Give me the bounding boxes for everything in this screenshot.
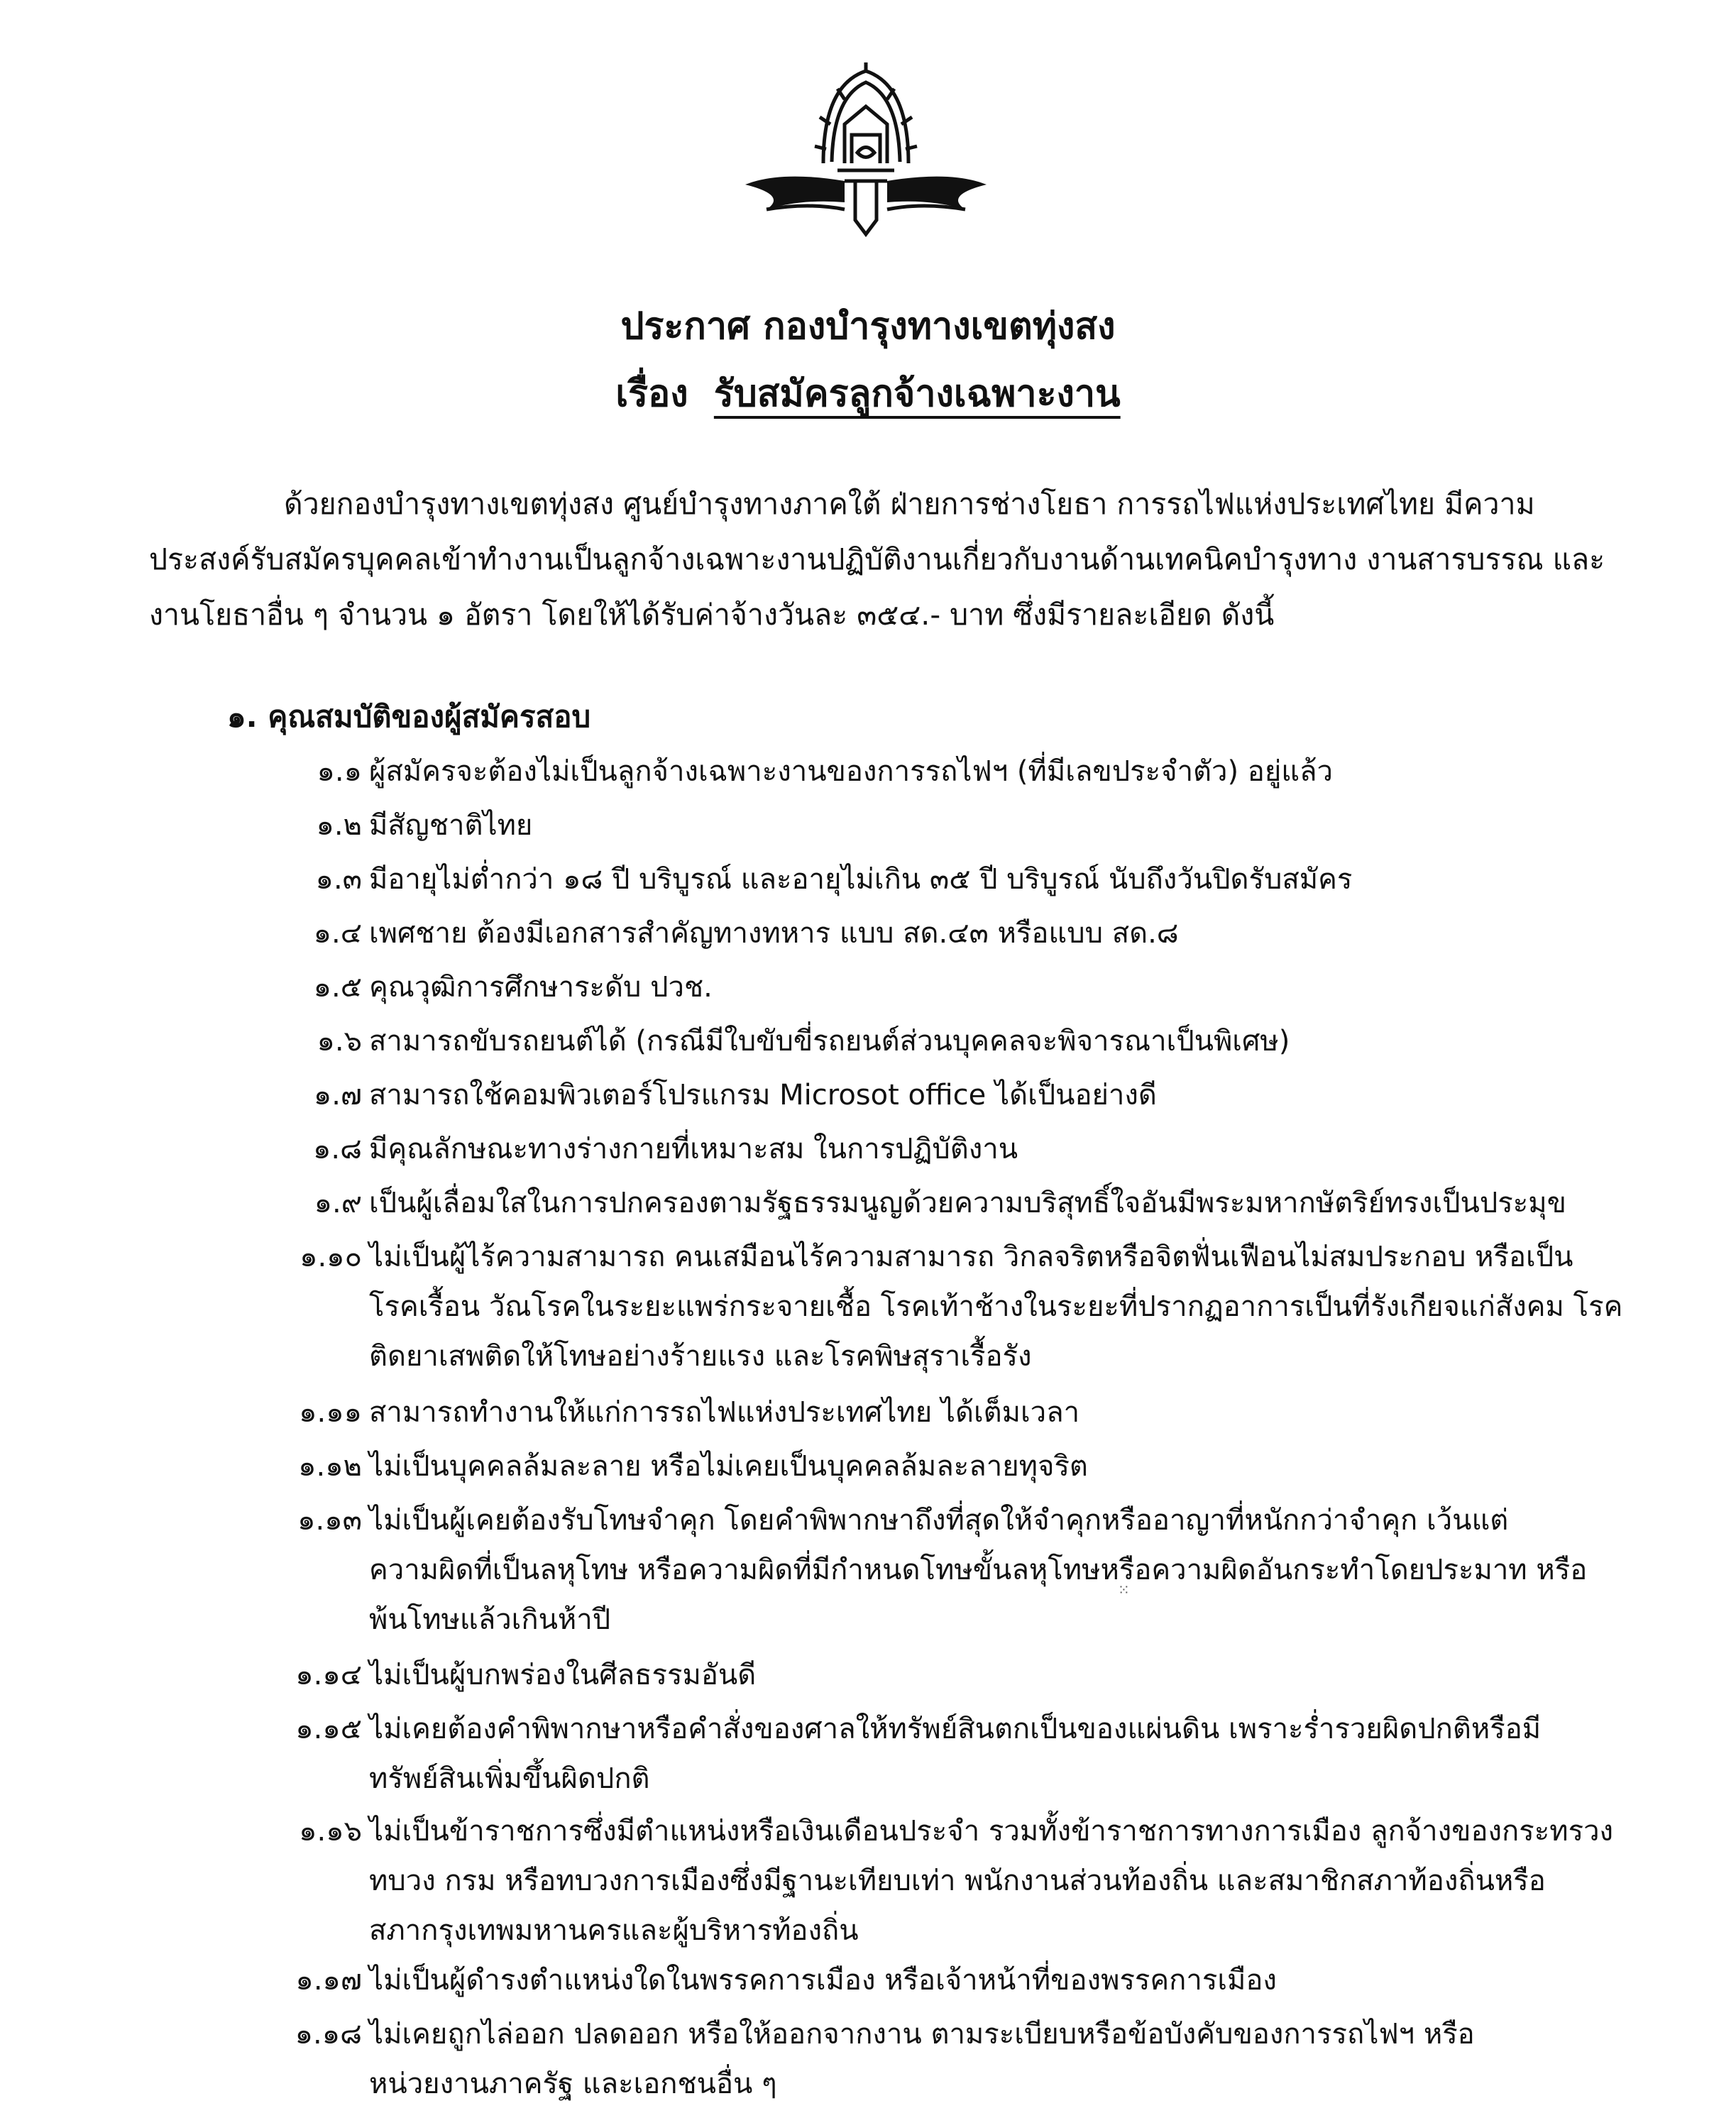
qualification-number: ๑.๔ [313,917,362,950]
announcement-subject-line [0,369,1736,419]
qualification-text-line: คุณวุฒิการศึกษาระดับ ปวช. [369,971,713,1004]
qualification-text [369,909,1689,958]
qualification-text-line: เพศชาย ต้องมีเอกสารสำคัญทางทหาร แบบ สด.๔๓ หรือแบบ สด.๘ [369,917,1179,950]
qualification-text [369,1178,1689,1228]
qualification-text-line: ไม่เป็นผู้บกพร่องในศีลธรรมอันดี [369,1659,757,1691]
scan-speck: ⁙ [1118,1581,1130,1598]
qualification-text-line: ทบวง กรม หรือทบวงการเมืองซึ่งมีฐานะเทียบเท่า พนักงานส่วนท้องถิ่น และสมาชิกสภาท้องถิ่นหรือ [369,1865,1546,1897]
qualification-number: ๑.๑๒ [298,1450,362,1483]
qualification-text [369,1232,1689,1381]
qualification-text [369,1070,1689,1120]
qualification-number: ๑.๗ [313,1079,362,1112]
qualification-text [369,2009,1689,2109]
qualification-text-line: พ้นโทษแล้วเกินห้าปี [369,1603,611,1636]
qualification-text-line: มีคุณลักษณะทางร่างกายที่เหมาะสม ในการปฏิบัติงาน [369,1133,1018,1165]
intro-line-3: งานโยธาอื่น ๆ จำนวน ๑ อัตรา โดยให้ได้รับค่าจ้างวันละ ๓๕๔.- บาท ซึ่งมีรายละเอียด ดังนี้ [149,598,1275,632]
qualification-text-line: ทรัพย์สินเพิ่มขึ้นผิดปกติ [369,1762,650,1795]
qualification-number: ๑.๑๕ [295,1713,362,1745]
qualification-text [369,1806,1689,1955]
section-1-title: ๑. คุณสมบัติของผู้สมัครสอบ [227,699,591,734]
qualification-text-line: หน่วยงานภาครัฐ และเอกชนอื่น ๆ [369,2068,777,2100]
qualification-number: ๑.๑๓ [297,1504,362,1537]
qualification-text [369,1016,1689,1066]
qualification-number: ๑.๑๑ [299,1396,362,1429]
qualification-text-line: ผู้สมัครจะต้องไม่เป็นลูกจ้างเฉพาะงานของการรถไฟฯ (ที่มีเลขประจำตัว) อยู่แล้ว [369,755,1334,788]
qualification-text-line: ไม่เคยถูกไล่ออก ปลดออก หรือให้ออกจากงาน ตามระเบียบหรือข้อบังคับของการรถไฟฯ หรือ [369,2018,1475,2051]
qualification-number: ๑.๑๐ [300,1241,362,1273]
qualification-text [369,1650,1689,1700]
qualification-text-line: มีอายุไม่ต่ำกว่า ๑๘ ปี บริบูรณ์ และอายุไม่เกิน ๓๕ ปี บริบูรณ์ นับถึงวันปิดรับสมัคร [369,863,1353,896]
qualification-text-line: ไม่เคยต้องคำพิพากษาหรือคำสั่งของศาลให้ทรัพย์สินตกเป็นของแผ่นดิน เพราะร่ำรวยผิดปกติหรือมี [369,1713,1542,1745]
qualification-text [369,1704,1689,1804]
qualification-text-line: สภากรุงเทพมหานครและผู้บริหารท้องถิ่น [369,1914,859,1947]
qualification-text-line: ไม่เป็นผู้ไร้ความสามารถ คนเสมือนไร้ความสามารถ วิกลจริตหรือจิตฟั่นเฟือนไม่สมประกอบ หรือเป็น [369,1241,1573,1273]
intro-line-1: ด้วยกองบำรุงทางเขตทุ่งสง ศูนย์บำรุงทางภาคใต้ ฝ่ายการช่างโยธา การรถไฟแห่งประเทศไทย มีความ [284,487,1535,521]
qualification-number: ๑.๓ [315,863,362,896]
qualification-text-line: ไม่เป็นข้าราชการซึ่งมีตำแหน่งหรือเงินเดือนประจำ รวมทั้งข้าราชการทางการเมือง ลูกจ้างของกระทรวง [369,1815,1614,1848]
qualification-text [369,1388,1689,1437]
qualification-number: ๑.๕ [313,971,362,1004]
qualification-number: ๑.๖ [317,1025,362,1058]
qualification-number: ๑.๑๖ [299,1815,362,1848]
qualification-text [369,1496,1689,1645]
subject-prefix: เรื่อง [615,373,688,415]
qualification-text-line: โรคเรื้อน วัณโรคในระยะแพร่กระจายเชื้อ โรคเท้าช้างในระยะที่ปรากฏอาการเป็นที่รังเกียจแก่สังคม โรค [369,1290,1623,1323]
qualification-text-line: ติดยาเสพติดให้โทษอย่างร้ายแรง และโรคพิษสุราเรื้อรัง [369,1340,1032,1373]
subject-text: รับสมัครลูกจ้างเฉพาะงาน [713,373,1121,415]
qualification-text [369,855,1689,904]
qualification-number: ๑.๑๔ [295,1659,362,1691]
qualification-number: ๑.๑๗ [295,1964,362,1997]
qualification-number: ๑.๘ [313,1133,362,1165]
qualification-text-line: มีสัญชาติไทย [369,809,533,842]
qualification-text-line: สามารถทำงานให้แก่การรถไฟแห่งประเทศไทย ได้เต็มเวลา [369,1396,1080,1429]
state-railway-emblem-icon [738,57,994,270]
announcement-title: ประกาศ กองบำรุงทางเขตทุ่งสง [620,305,1116,348]
qualification-text-line: สามารถขับรถยนต์ได้ (กรณีมีใบขับขี่รถยนต์ส่วนบุคคลจะพิจารณาเป็นพิเศษ) [369,1025,1290,1058]
qualification-number: ๑.๑๘ [295,2018,362,2051]
qualification-number: ๑.๒ [316,809,362,842]
qualification-text [369,1442,1689,1491]
qualification-text [369,801,1689,850]
qualification-text [369,1124,1689,1174]
qualification-text [369,962,1689,1012]
qualification-text [369,1955,1689,2005]
qualification-text-line: ไม่เป็นผู้เคยต้องรับโทษจำคุก โดยคำพิพากษาถึงที่สุดให้จำคุกหรืออาญาที่หนักกว่าจำคุก เว้นแต่ [369,1504,1509,1537]
qualification-number: ๑.๙ [314,1187,362,1219]
qualification-number: ๑.๑ [317,755,362,788]
intro-line-2: ประสงค์รับสมัครบุคคลเข้าทำงานเป็นลูกจ้างเฉพาะงานปฏิบัติงานเกี่ยวกับงานด้านเทคนิคบำรุงทาง งานสารบรรณ และ [149,542,1605,576]
qualification-text-line: ความผิดที่เป็นลหุโทษ หรือความผิดที่มีกำหนดโทษขั้นลหุโทษหรือความผิดอันกระทำโดยประมาท หรือ [369,1554,1588,1586]
qualification-text-line: ไม่เป็นผู้ดำรงตำแหน่งใดในพรรคการเมือง หรือเจ้าหน้าที่ของพรรคการเมือง [369,1964,1277,1997]
qualification-text-line: เป็นผู้เลื่อมใสในการปกครองตามรัฐธรรมนูญด้วยความบริสุทธิ์ใจอันมีพระมหากษัตริย์ทรงเป็นประมุข [369,1187,1566,1219]
qualification-text-line: สามารถใช้คอมพิวเตอร์โปรแกรม Microsot office ได้เป็นอย่างดี [369,1079,1157,1112]
qualification-text [369,747,1689,796]
qualification-text-line: ไม่เป็นบุคคลล้มละลาย หรือไม่เคยเป็นบุคคลล้มละลายทุจริต [369,1450,1088,1483]
